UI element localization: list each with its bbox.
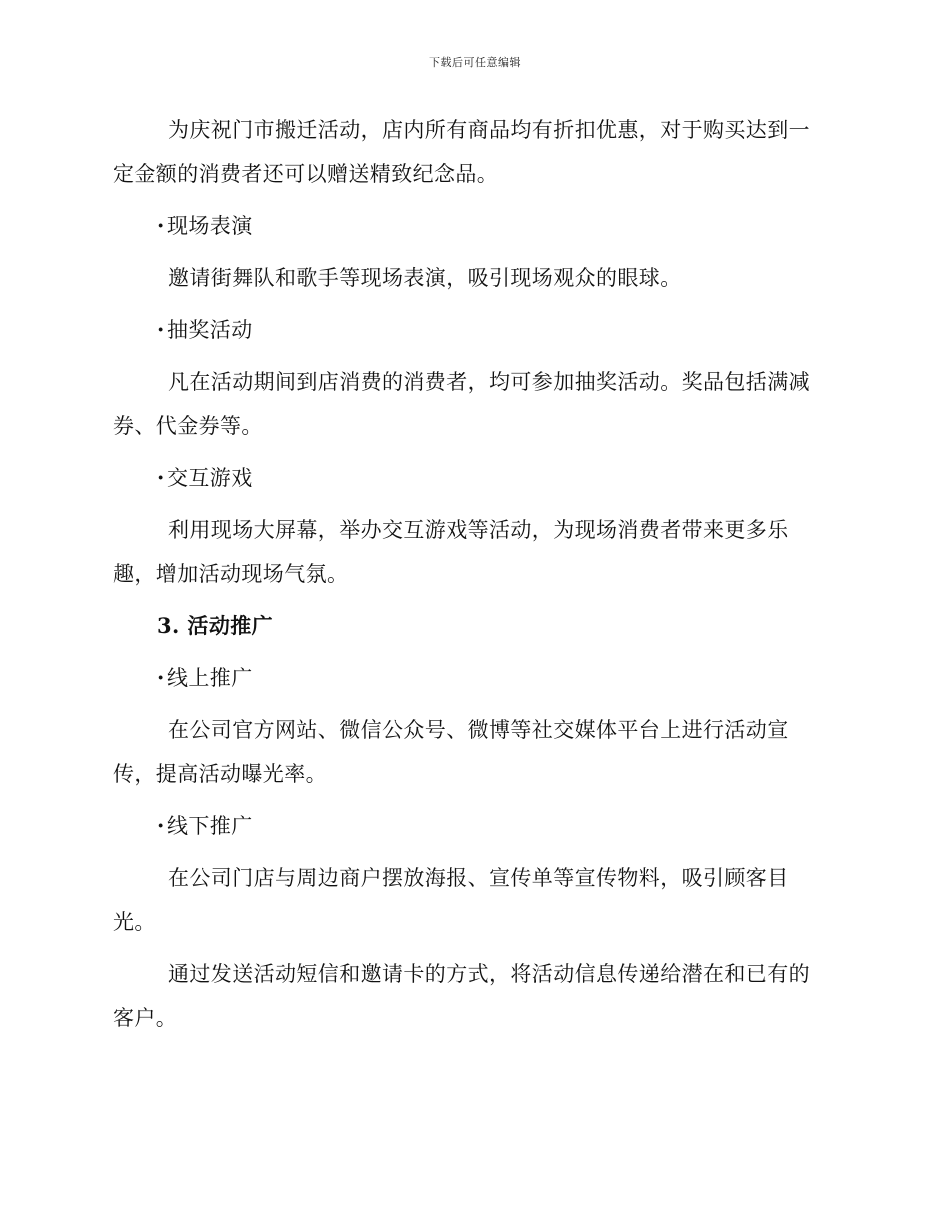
bullet-item-interactive-game (113, 456, 825, 500)
paragraph-discount: 为庆祝门市搬迁活动，店内所有商品均有折扣优惠，对于购买达到一定金额的消费者还可以赠送精致纪念品。 (113, 118, 810, 186)
bullet-label: 线上推广 (167, 666, 253, 690)
bullet-item-live-show (113, 204, 825, 248)
bullet-item-online-promotion (113, 656, 825, 700)
paragraph-lottery: 凡在活动期间到店消费的消费者，均可参加抽奖活动。奖品包括满减券、代金券等。 (113, 370, 810, 438)
paragraph-sms-invitation: 通过发送活动短信和邀请卡的方式，将活动信息传递给潜在和已有的客户。 (113, 962, 810, 1030)
paragraph-online-promotion: 在公司官方网站、微信公众号、微博等社交媒体平台上进行活动宣传，提高活动曝光率。 (113, 718, 789, 786)
document-body (113, 108, 825, 1048)
page-header-note: 下载后可任意编辑 (429, 56, 521, 69)
bullet-dot: · (157, 213, 165, 238)
bullet-dot: · (157, 665, 165, 690)
bullet-dot: · (157, 465, 165, 490)
bullet-label: 抽奖活动 (167, 318, 253, 342)
paragraph-live-show: 邀请街舞队和歌手等现场表演，吸引现场观众的眼球。 (168, 266, 682, 290)
section-heading-promotion: 3. 活动推广 (157, 613, 274, 638)
bullet-item-offline-promotion (113, 804, 825, 848)
bullet-label: 交互游戏 (167, 466, 253, 490)
bullet-item-lottery (113, 308, 825, 352)
bullet-label: 现场表演 (167, 214, 253, 238)
bullet-label: 线下推广 (167, 814, 253, 838)
bullet-dot: · (157, 317, 165, 342)
bullet-dot: · (157, 813, 165, 838)
paragraph-offline-promotion: 在公司门店与周边商户摆放海报、宣传单等宣传物料，吸引顾客目光。 (113, 866, 789, 934)
paragraph-interactive-game: 利用现场大屏幕，举办交互游戏等活动，为现场消费者带来更多乐趣，增加活动现场气氛。 (113, 518, 789, 586)
